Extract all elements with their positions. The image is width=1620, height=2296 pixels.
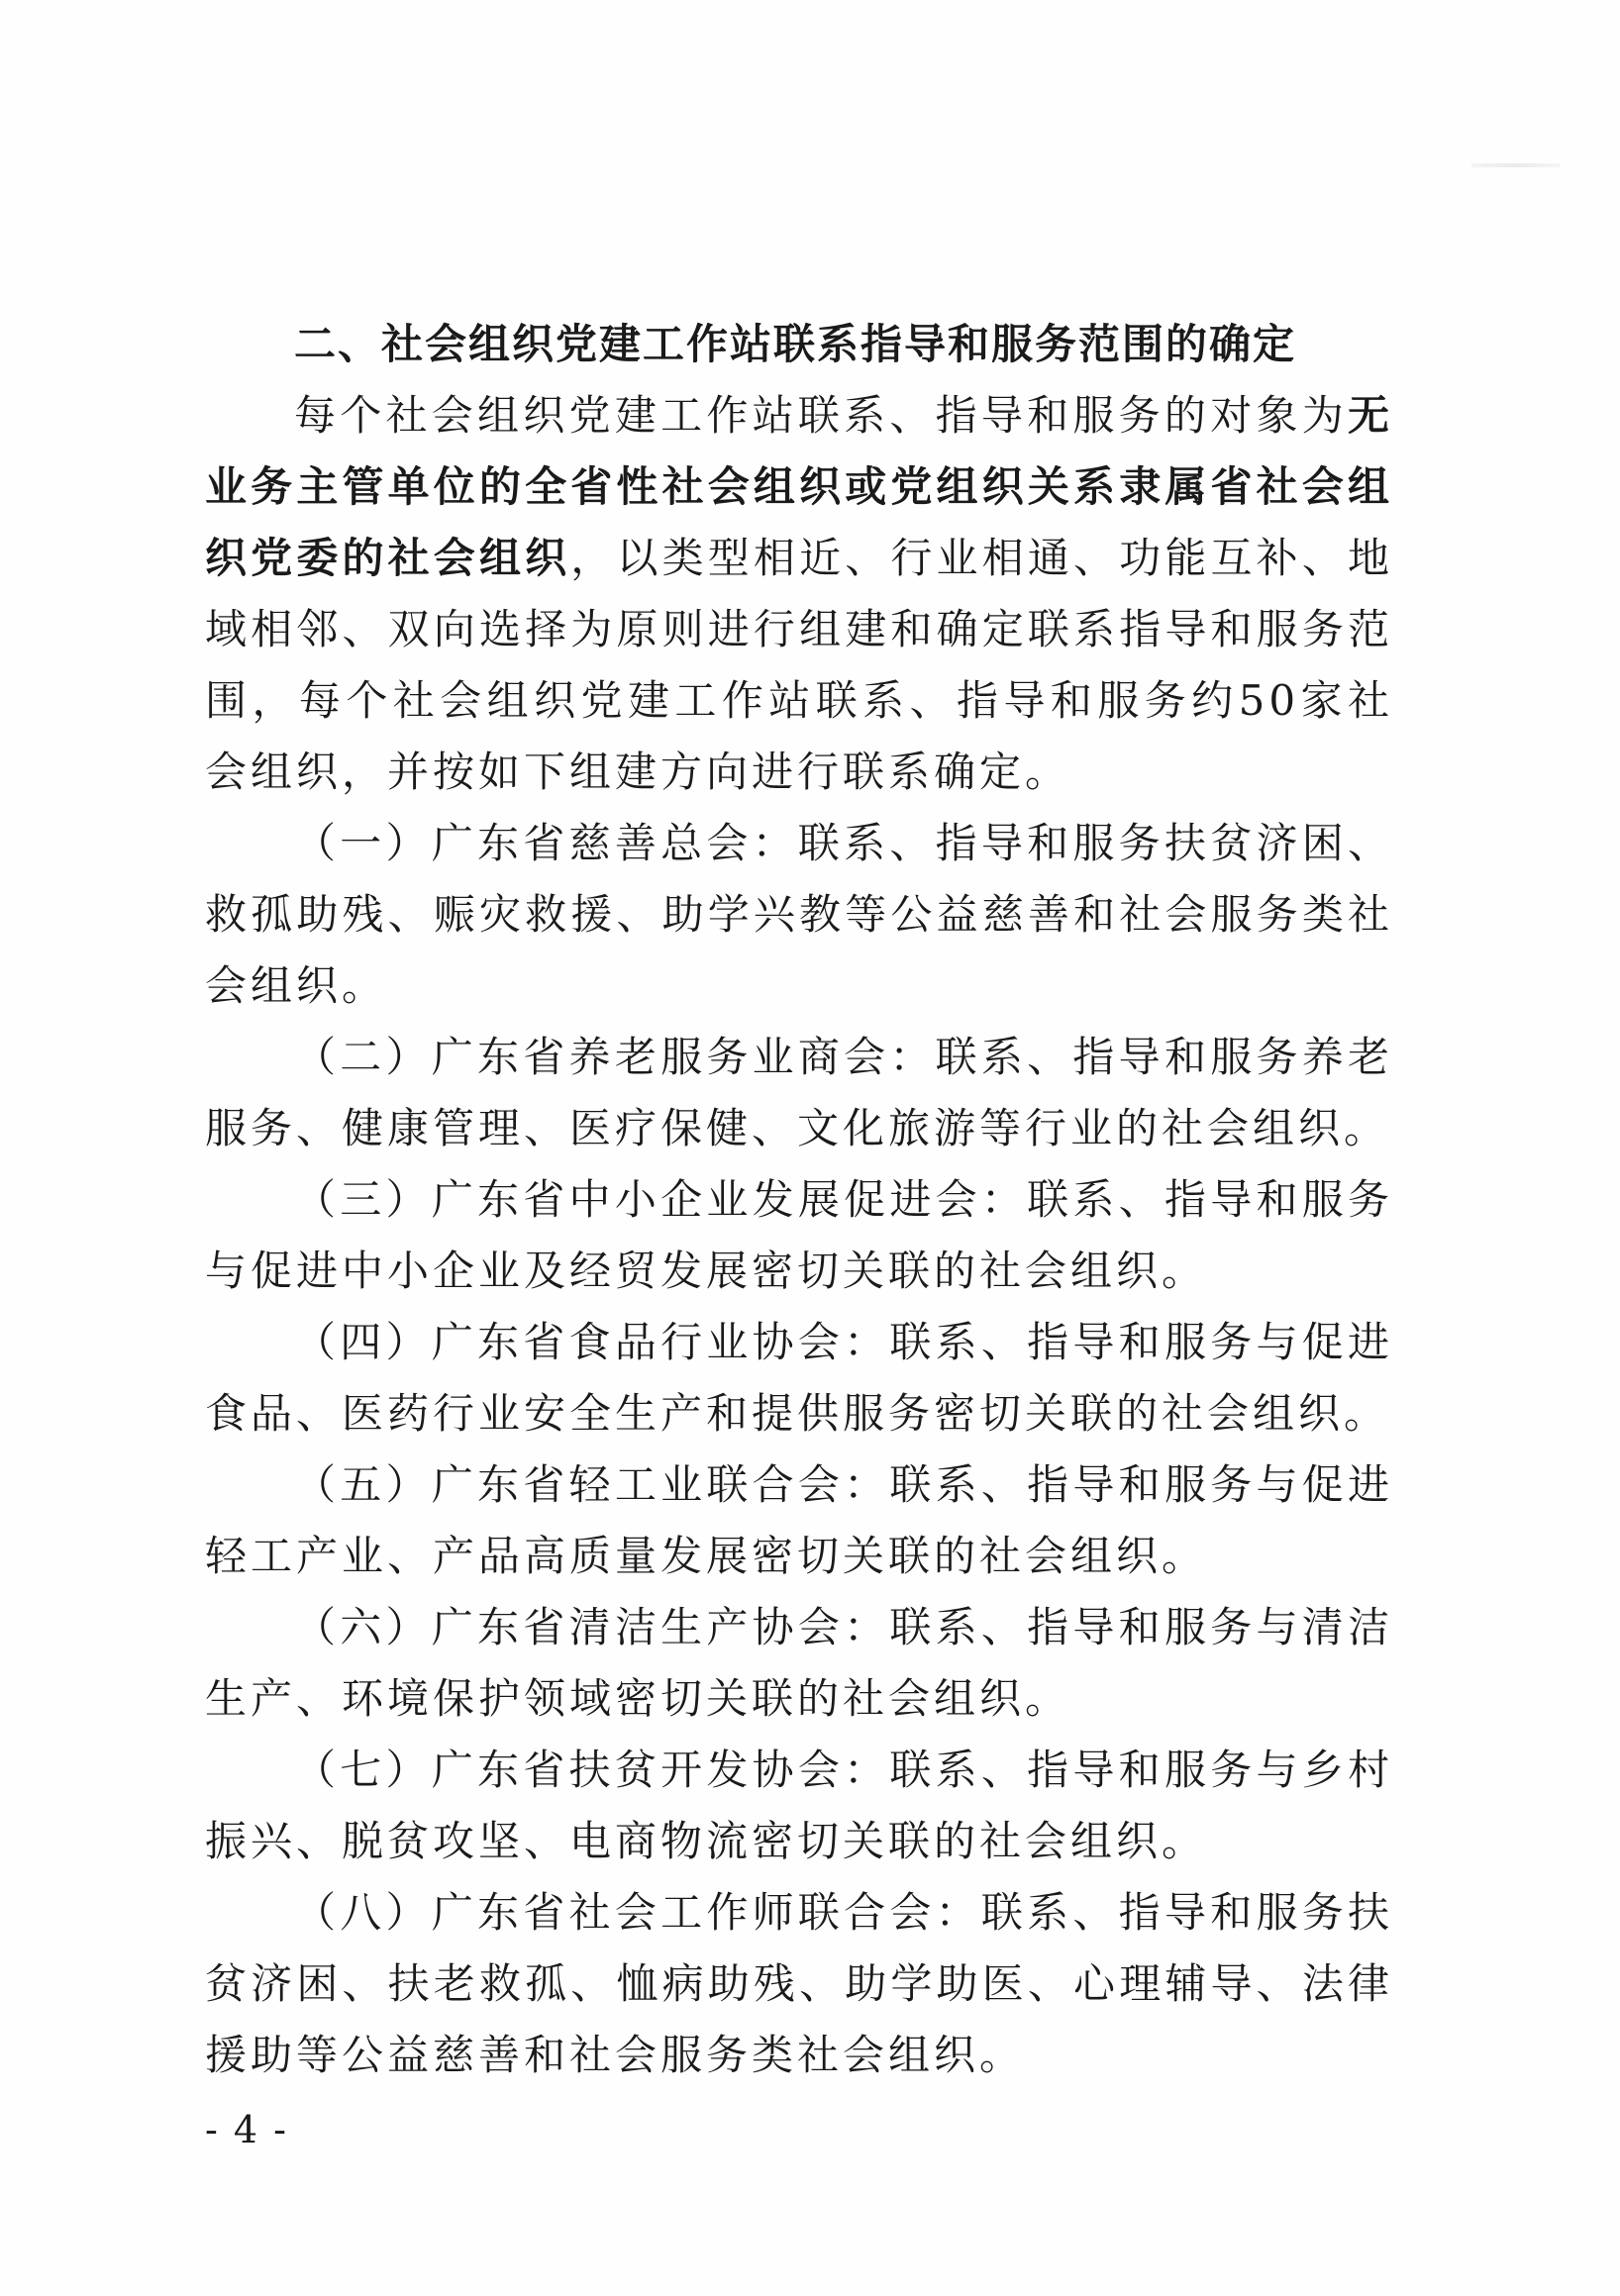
intro-tail: ，以类型相近、行业相通、功能互补、地域相邻、双向选择为原则进行组建和确定联系指导和服务范围，每个社会组织党建工作站联系、指导和服务约50家社会组织，并按如下组建方向进行联系确定。 (205, 534, 1393, 796)
list-item: （二）广东省养老服务业商会：联系、指导和服务养老服务、健康管理、医疗保健、文化旅游等行业的社会组织。 (205, 1033, 1393, 1152)
document-body (205, 309, 1393, 2091)
page-number: - 4 - (205, 2108, 289, 2151)
list-item: （四）广东省食品行业协会：联系、指导和服务与促进食品、医药行业安全生产和提供服务密切关联的社会组织。 (205, 1318, 1393, 1438)
intro-bold-target: 无业务主管单位的全省性社会组织或党组织关系隶属省社会组织党委的社会组织 (205, 391, 1393, 582)
list-item: （七）广东省扶贫开发协会：联系、指导和服务与乡村振兴、脱贫攻坚、电商物流密切关联的社会组织。 (205, 1746, 1393, 1865)
section-heading: 二、社会组织党建工作站联系指导和服务范围的确定 (294, 320, 1297, 368)
list-item: （五）广东省轻工业联合会：联系、指导和服务与促进轻工产业、产品高质量发展密切关联的社会组织。 (205, 1460, 1393, 1580)
list-item: （八）广东省社会工作师联合会：联系、指导和服务扶贫济困、扶老救孤、恤病助残、助学助医、心理辅导、法律援助等公益慈善和社会服务类社会组织。 (205, 1888, 1393, 2079)
intro-lead: 每个社会组织党建工作站联系、指导和服务的对象为 (294, 391, 1348, 440)
scan-mark (1471, 163, 1561, 167)
list-item: （六）广东省清洁生产协会：联系、指导和服务与清洁生产、环境保护领域密切关联的社会组织。 (205, 1603, 1393, 1723)
list-item: （一）广东省慈善总会：联系、指导和服务扶贫济困、救孤助残、赈灾救援、助学兴教等公益慈善和社会服务类社会组织。 (205, 819, 1393, 1010)
list-item: （三）广东省中小企业发展促进会：联系、指导和服务与促进中小企业及经贸发展密切关联的社会组织。 (205, 1175, 1393, 1295)
intro-paragraph (205, 380, 1393, 808)
